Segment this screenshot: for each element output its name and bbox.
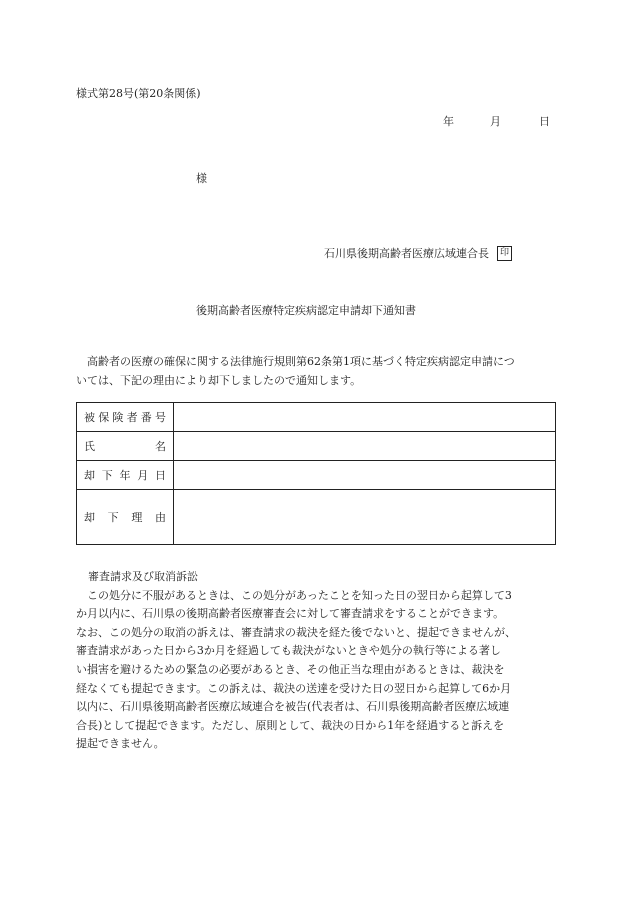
- table-row: [77, 403, 556, 432]
- table-row: [77, 490, 556, 545]
- issuer-name: 石川県後期高齢者医療広域連合長: [324, 247, 489, 260]
- seal-icon: 印: [497, 246, 512, 261]
- table-row: [77, 432, 556, 461]
- notice-line: 以内に、石川県後期高齢者医療広域連合を被告(代表者は、石川県後期高齢者医療広域連: [76, 700, 510, 714]
- label-name: 氏 名: [84, 440, 166, 453]
- notice-line: 審査請求があった日から3か月を経過しても裁決がないときや処分の執行等による著し: [76, 644, 501, 658]
- form-number: 様式第28号(第20条関係): [76, 87, 201, 100]
- label-rejection-reason: 却 下 理 由: [84, 511, 166, 524]
- row-label-cell: [77, 432, 174, 461]
- recipient-suffix: 様: [196, 172, 207, 185]
- intro-line: いては、下記の理由により却下しましたので通知します。: [76, 374, 362, 387]
- row-label-cell: [77, 461, 174, 490]
- notice-line: この処分に不服があるときは、この処分があったことを知った日の翌日から起算して3: [76, 588, 512, 602]
- label-rejection-date: 却 下 年 月 日: [84, 469, 166, 482]
- rejection-date-field[interactable]: [174, 461, 556, 490]
- intro-paragraph: [76, 352, 556, 390]
- row-label-cell: [77, 403, 174, 432]
- info-table: [76, 402, 556, 545]
- date-month-label: 月: [490, 115, 501, 128]
- date-line: [443, 113, 550, 129]
- table-row: [77, 461, 556, 490]
- notice-heading: 審査請求及び取消訴訟: [88, 570, 198, 583]
- document-title: 後期高齢者医療特定疾病認定申請却下通知書: [196, 304, 416, 317]
- notice-line: なお、この処分の取消の訴えは、審査請求の裁決を経た後でないと、提起できませんが、: [76, 625, 516, 639]
- notice-line: 合長)として提起できます。ただし、原則として、裁決の日から1年を経過すると訴えを: [76, 718, 505, 732]
- notice-line: い損害を避けるための緊急の必要があるとき、その他正当な理由があるときは、裁決を: [76, 662, 505, 676]
- notice-line: 提起できません。: [76, 737, 165, 751]
- notice-line: 経なくても提起できます。この訴えは、裁決の送達を受けた日の翌日から起算して6か月: [76, 681, 512, 695]
- date-year-label: 年: [443, 115, 454, 128]
- row-label-cell: [77, 490, 174, 545]
- date-day-label: 日: [539, 115, 550, 128]
- issuer: [324, 245, 512, 262]
- label-insured-number: 被 保 険 者 番 号: [84, 411, 166, 424]
- appeal-notice: [76, 568, 556, 754]
- name-field[interactable]: [174, 432, 556, 461]
- intro-line: 高齢者の医療の確保に関する法律施行規則第62条第1項に基づく特定疾病認定申請につ: [76, 355, 515, 368]
- insured-number-field[interactable]: [174, 403, 556, 432]
- rejection-reason-field[interactable]: [174, 490, 556, 545]
- notice-line: か月以内に、石川県の後期高齢者医療審査会に対して審査請求をすることができます。: [76, 607, 505, 621]
